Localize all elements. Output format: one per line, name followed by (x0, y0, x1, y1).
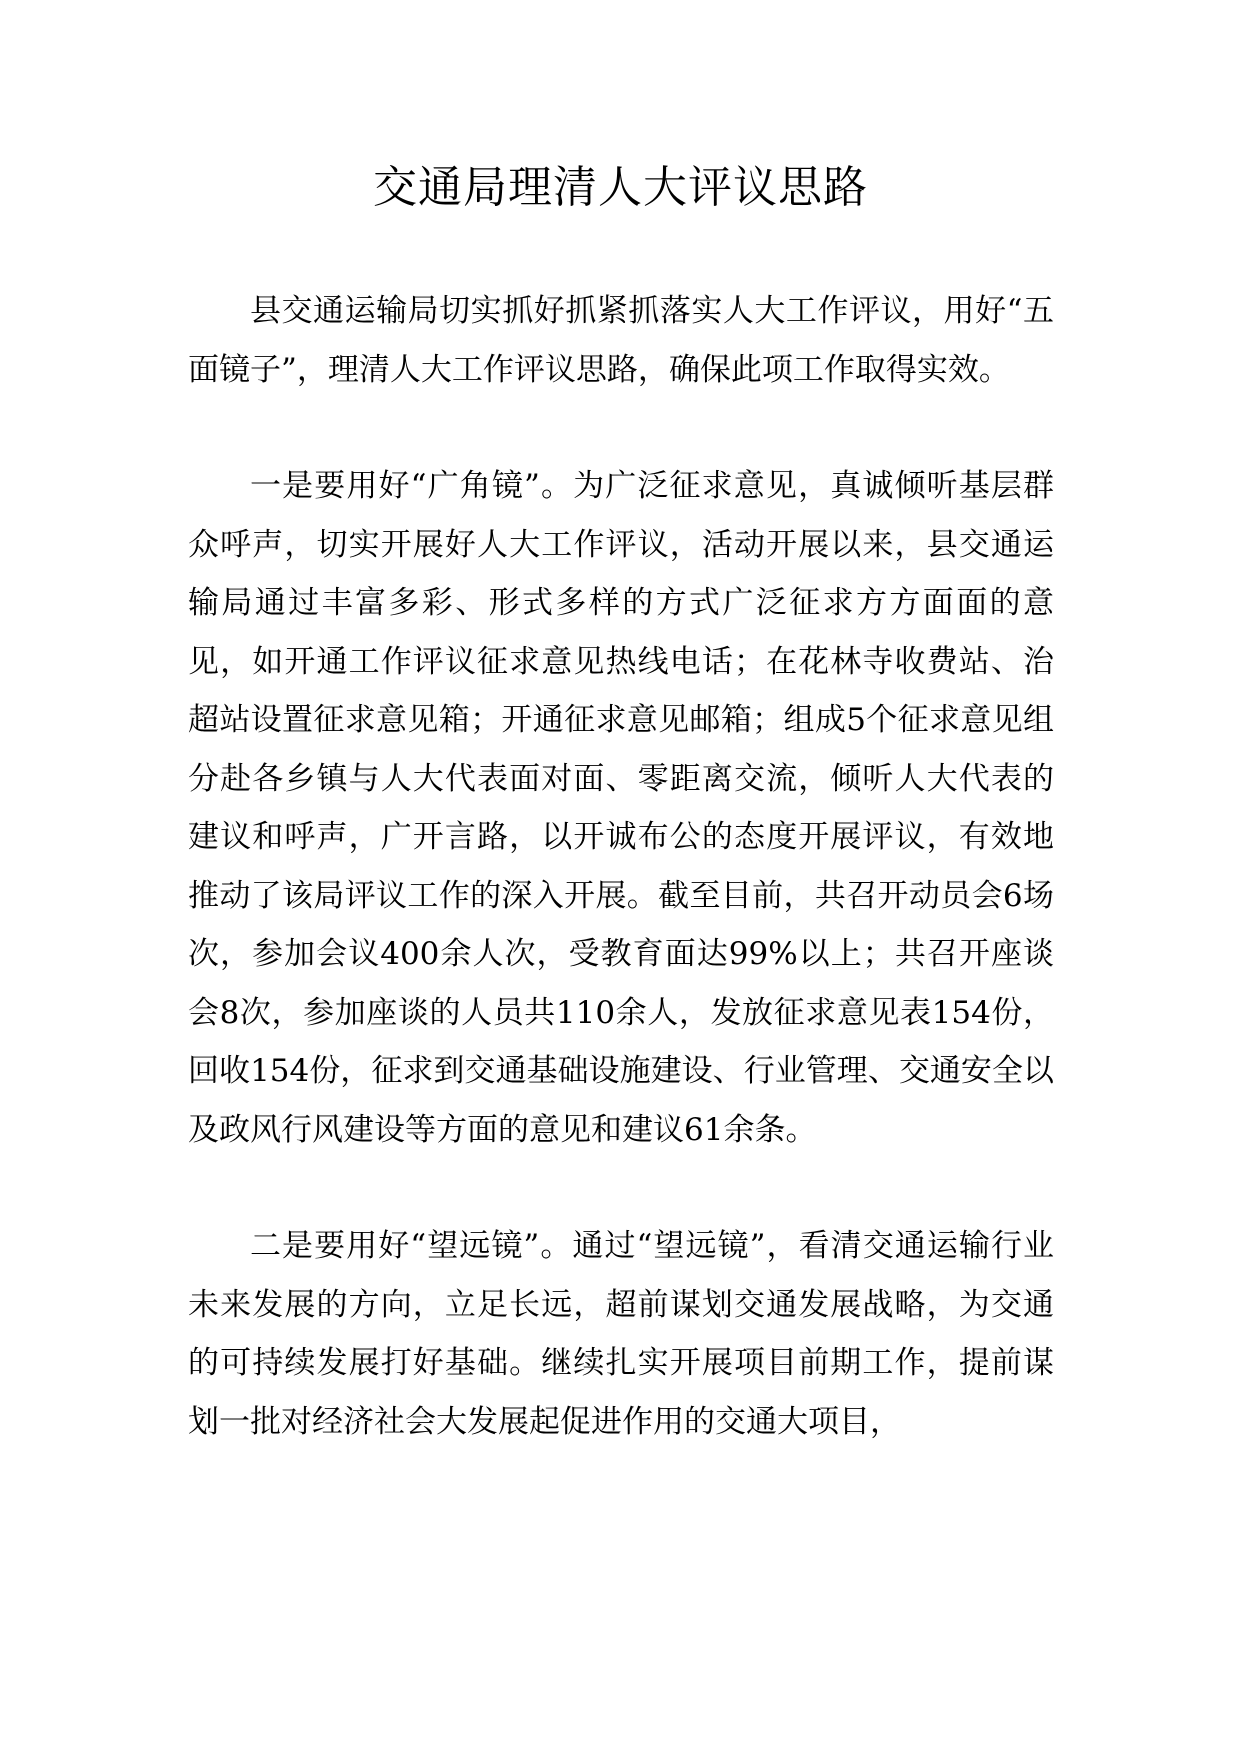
paragraph-telescope: 二是要用好“望远镜”。通过“望远镜”，看清交通运输行业未来发展的方向，立足长远，超前谋划交通发展战略，为交通的可持续发展打好基础。继续扎实开展项目前期工作，提前谋划一批对经济社会大发展起促进作用的交通大项目， (188, 1228, 1054, 1440)
document-title: 交通局理清人大评议思路 (373, 162, 868, 213)
paragraph-intro: 县交通运输局切实抓好抓紧抓落实人大工作评议，用好“五面镜子”，理清人大工作评议思路，确保此项工作取得实效。 (188, 293, 1054, 388)
paragraph-wide-angle-mirror: 一是要用好“广角镜”。为广泛征求意见，真诚倾听基层群众呼声，切实开展好人大工作评议，活动开展以来，县交通运输局通过丰富多彩、形式多样的方式广泛征求方方面面的意见，如开通工作评议征求意见热线电话；在花林寺收费站、治超站设置征求意见箱；开通征求意见邮箱；组成5个征求意见组分赴各乡镇与人大代表面对面、零距离交流，倾听人大代表的建议和呼声，广开言路，以开诚布公的态度开展评议，有效地推动了该局评议工作的深入开展。截至目前，共召开动员会6场次，参加会议400余人次，受教育面达99%以上；共召开座谈会8次，参加座谈的人员共110余人，发放征求意见表154份，回收154份，征求到交通基础设施建设、行业管理、交通安全以及政风行风建设等方面的意见和建议61余条。 (188, 468, 1054, 1148)
document-body (188, 282, 1054, 1451)
